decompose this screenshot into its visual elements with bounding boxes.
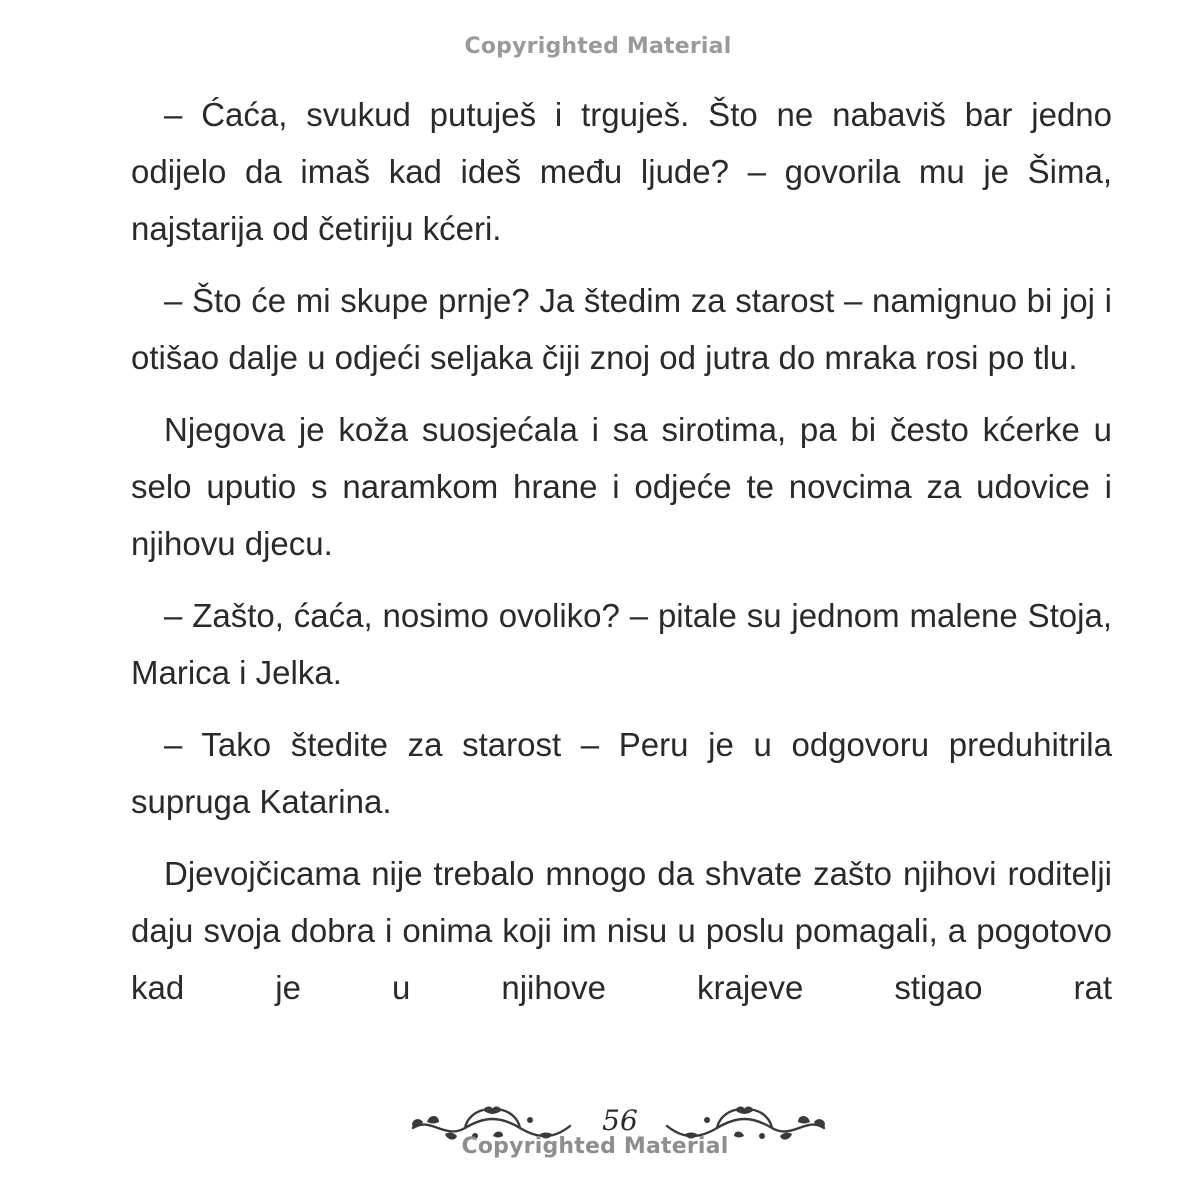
paragraph-4: – Zašto, ćaća, nosimo ovoliko? – pitale su jednom malene Stoja, Marica i Jelka. [131,597,1112,691]
book-page-body [131,86,1112,1031]
page-number: 56 [602,1104,638,1137]
paragraph-6: Djevojčicama nije trebalo mnogo da shvate zašto njihovi roditelji daju svoja dobra i onima koji im nisu u poslu pomagali, a pogotovo kad je u njihove krajeve stigao rat [131,855,1112,1006]
paragraph-2: – Što će mi skupe prnje? Ja štedim za starost – namignuo bi joj i otišao dalje u odjeći seljaka čiji znoj od jutra do mraka rosi po tlu. [131,282,1112,376]
paragraph-5: – Tako štedite za starost – Peru je u odgovoru preduhitrila supruga Katarina. [131,726,1112,820]
paragraph-3: Njegova je koža suosjećala i sa sirotima, pa bi često kćerke u selo uputio s naramkom hrane i odjeće te novcima za udovice i njihovu djecu. [131,411,1112,562]
watermark-top: Copyrighted Material [464,34,732,59]
paragraph-1: – Ćaća, svukud putuješ i trguješ. Što ne nabaviš bar jedno odijelo da imaš kad ideš među ljude? – govorila mu je Šima, najstarija od četiriju kćeri. [131,96,1112,247]
watermark-bottom: Copyrighted Material [461,1134,729,1159]
